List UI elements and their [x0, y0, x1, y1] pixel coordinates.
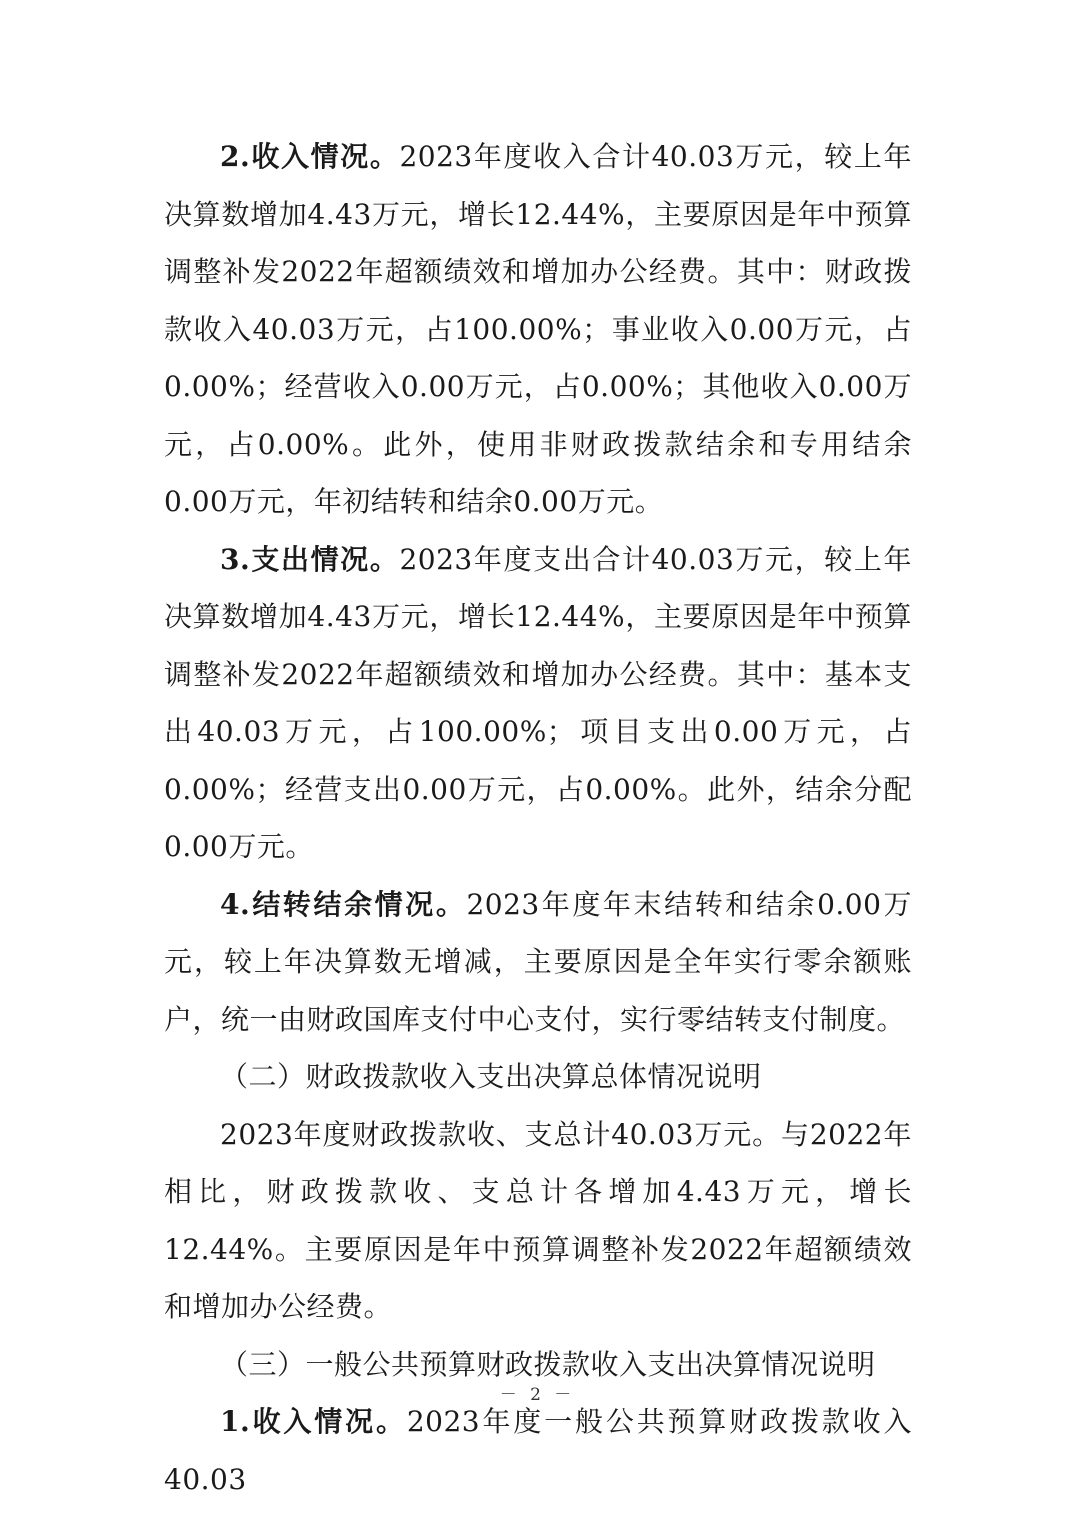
expenditure-paragraph	[164, 531, 912, 876]
section3-heading: （三）一般公共预算财政拨款收入支出决算情况说明	[220, 1347, 876, 1381]
income-paragraph	[164, 128, 912, 531]
carryover-text: 2023年度年末结转和结余0.00万元，较上年决算数无增减，主要原因是全年实行零余额账户，统一由财政国库支付中心支付，实行零结转支付制度。	[164, 887, 912, 1036]
section3-income-paragraph	[164, 1393, 912, 1508]
page-number: － 2 －	[499, 1385, 576, 1405]
section2-paragraph: 2023年度财政拨款收、支总计40.03万元。与2022年相比，财政拨款收、支总计各增加4.43万元，增长12.44%。主要原因是年中预算调整补发2022年超额绩效和增加办公经费。	[164, 1117, 912, 1323]
carryover-paragraph	[164, 876, 912, 1049]
section3-income-lead: 1.收入情况。	[220, 1405, 407, 1438]
income-text: 2023年度收入合计40.03万元，较上年决算数增加4.43万元，增长12.44%，主要原因是年中预算调整补发2022年超额绩效和增加办公经费。其中：财政拨款收入40.03万元，占100.00%；事业收入0.00万元，占0.00%；经营收入0.00万元，占0.00%；其他收入0.00万元，占0.00%。此外，使用非财政拨款结余和专用结余0.00万元，年初结转和结余0.00万元。	[164, 140, 913, 518]
expenditure-text: 2023年度支出合计40.03万元，较上年决算数增加4.43万元，增长12.44%，主要原因是年中预算调整补发2022年超额绩效和增加办公经费。其中：基本支出40.03万元，占100.00%；项目支出0.00万元，占0.00%；经营支出0.00万元，占0.00%。此外，结余分配0.00万元。	[164, 542, 913, 863]
document-body	[164, 128, 912, 1508]
section3-income-text: 2023年度一般公共预算财政拨款收入40.03	[164, 1405, 913, 1496]
income-lead: 2.收入情况。	[220, 140, 400, 173]
section2-heading: （二）财政拨款收入支出决算总体情况说明	[220, 1060, 762, 1093]
expenditure-lead: 3.支出情况。	[220, 542, 400, 576]
carryover-lead: 4.结转结余情况。	[220, 887, 467, 921]
